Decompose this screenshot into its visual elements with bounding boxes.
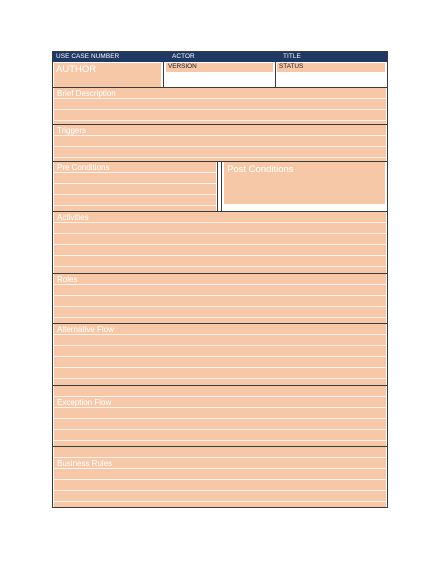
pre-conditions-field[interactable] xyxy=(54,162,216,211)
pre-conditions-label: Pre Conditions xyxy=(57,163,110,172)
conditions-divider-b xyxy=(221,162,222,211)
use-case-number-label: USE CASE NUMBER xyxy=(56,53,120,60)
alternative-flow-label: Alternative Flow xyxy=(57,325,114,334)
post-conditions-label: Post Conditions xyxy=(227,164,294,175)
version-cell xyxy=(164,62,275,88)
use-case-form xyxy=(52,51,388,508)
brief-description-field[interactable] xyxy=(54,88,386,124)
roles-field[interactable] xyxy=(54,274,386,323)
title-label: TITLE xyxy=(283,53,301,60)
business-rules-field[interactable] xyxy=(54,447,386,507)
row2-divider-2 xyxy=(275,62,276,88)
triggers-label: Triggers xyxy=(57,126,87,135)
post-conditions-field[interactable] xyxy=(224,162,385,204)
conditions-divider-a xyxy=(217,162,218,211)
version-label: VERSION xyxy=(168,63,197,70)
exception-flow-label: Exception Flow xyxy=(57,398,112,407)
version-field[interactable] xyxy=(166,63,273,72)
status-label: STATUS xyxy=(279,63,304,70)
status-field[interactable] xyxy=(277,63,385,72)
triggers-field[interactable] xyxy=(54,125,386,161)
exception-flow-field[interactable] xyxy=(54,386,386,446)
brief-description-label: Brief Description xyxy=(57,89,116,98)
alternative-flow-field[interactable] xyxy=(54,324,386,385)
author-label: AUTHOR xyxy=(56,64,97,75)
author-field[interactable] xyxy=(54,63,161,87)
actor-label: ACTOR xyxy=(172,53,195,60)
roles-label: Roles xyxy=(57,275,78,284)
header-bar xyxy=(53,52,387,62)
activities-field[interactable] xyxy=(54,212,386,273)
business-rules-label: Business Rules xyxy=(57,459,113,468)
activities-label: Activities xyxy=(57,213,89,222)
